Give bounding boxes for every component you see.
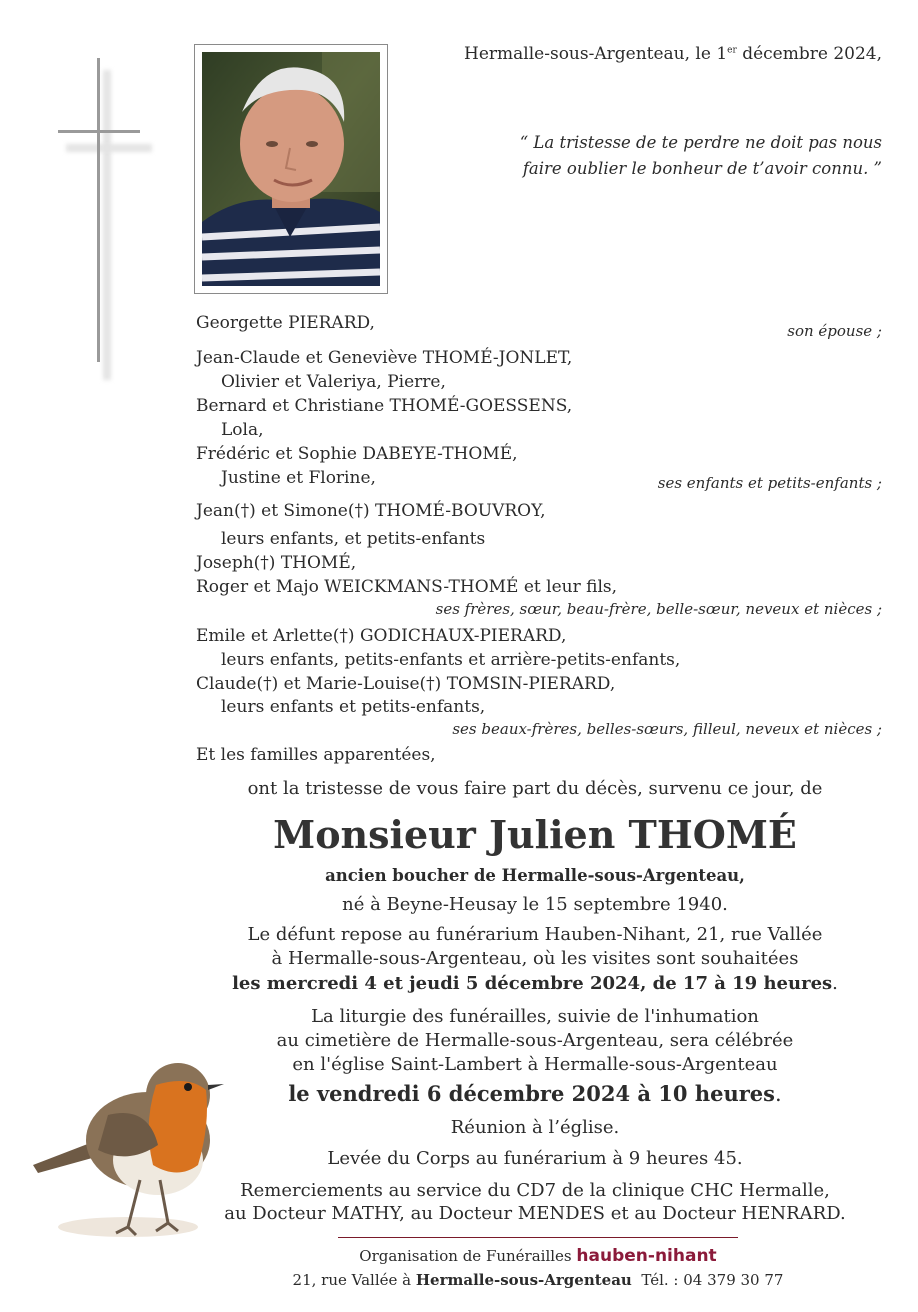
cross-icon-bar: [58, 130, 140, 133]
liturgy-line: La liturgie des funérailles, suivie de l'inhumation: [311, 1006, 759, 1027]
liturgy-line: au cimetière de Hermalle-sous-Argenteau, sera célébrée: [276, 1030, 794, 1051]
place-date-text: décembre 2024,: [736, 44, 882, 64]
quote-line: faire oublier le bonheur de t’avoir connu. ”: [522, 159, 882, 178]
relation-label: ses beaux-frères, belles-sœurs, filleul, neveux et nièces ;: [452, 720, 882, 738]
deceased-occupation: ancien boucher de Hermalle-sous-Argenteau,: [325, 866, 745, 885]
family-line: Roger et Majo WEICKMANS-THOMÉ et leur fils,: [196, 577, 618, 597]
footer-phone: Tél. : 04 379 30 77: [631, 1271, 784, 1289]
footer-address-town: Hermalle-sous-Argenteau: [415, 1271, 632, 1289]
family-line: Olivier et Valeriya, Pierre,: [221, 372, 446, 392]
cross-shadow: [66, 144, 152, 152]
family-line: Jean(†) et Simone(†) THOMÉ-BOUVROY,: [196, 501, 546, 521]
portrait-photo: [202, 52, 380, 286]
levee-line: Levée du Corps au funérarium à 9 heures 45.: [327, 1148, 743, 1169]
quote: [520, 130, 882, 182]
family-line: Frédéric et Sophie DABEYE-THOMÉ,: [196, 444, 518, 464]
meeting-line: Réunion à l’église.: [450, 1117, 620, 1138]
family-line: leurs enfants, petits-enfants et arrière-petits-enfants,: [221, 650, 681, 670]
ceremony-dot: .: [774, 1082, 782, 1106]
family-line: Bernard et Christiane THOMÉ-GOESSENS,: [196, 396, 573, 416]
relation-label: ses frères, sœur, beau-frère, belle-sœur, neveux et nièces ;: [435, 600, 882, 618]
family-line: Justine et Florine,: [221, 468, 376, 488]
family-line: Lola,: [221, 420, 264, 440]
repose-line: à Hermalle-sous-Argenteau, où les visites sont souhaitées: [271, 948, 799, 969]
footer-org-text: Organisation de Funérailles: [359, 1247, 572, 1265]
family-line: Claude(†) et Marie-Louise(†) TOMSIN-PIERARD,: [196, 674, 616, 694]
visits-line: [0, 973, 918, 994]
place-date: [464, 44, 882, 64]
announce-intro: ont la tristesse de vous faire part du décès, survenu ce jour, de: [247, 778, 823, 799]
family-line: leurs enfants, et petits-enfants: [221, 529, 486, 549]
place-date-text: Hermalle-sous-Argenteau, le 1: [464, 44, 728, 64]
family-line: Et les familles apparentées,: [196, 745, 436, 765]
brand-logo: hauben-nihant: [576, 1246, 717, 1266]
robin-bird-image: [28, 1055, 228, 1245]
thanks-line: Remerciements au service du CD7 de la clinique CHC Hermalle,: [240, 1180, 830, 1201]
birth-info: né à Beyne-Heusay le 15 septembre 1940.: [342, 894, 728, 915]
family-line: leurs enfants et petits-enfants,: [221, 697, 486, 717]
deceased-name: Monsieur Julien THOMÉ: [273, 812, 797, 857]
visits-dot: .: [832, 973, 838, 994]
cross-shadow: [103, 70, 111, 380]
ceremony-date: le vendredi 6 décembre 2024 à 10 heures: [288, 1081, 775, 1106]
thanks-line: au Docteur MATHY, au Docteur MENDES et au Docteur HENRARD.: [224, 1203, 846, 1224]
family-line: Joseph(†) THOMÉ,: [196, 553, 357, 573]
footer-organisation: [0, 1246, 918, 1266]
liturgy-line: en l'église Saint-Lambert à Hermalle-sous-Argenteau: [292, 1054, 778, 1075]
relation-label: son épouse ;: [787, 322, 882, 340]
family-line: Georgette PIERARD,: [196, 313, 375, 333]
footer-address-text: 21, rue Vallée à: [292, 1271, 416, 1289]
relation-label: ses enfants et petits-enfants ;: [657, 474, 882, 492]
footer-divider: [338, 1237, 738, 1238]
repose-line: Le défunt repose au funérarium Hauben-Nihant, 21, rue Vallée: [247, 924, 823, 945]
family-line: Jean-Claude et Geneviève THOMÉ-JONLET,: [196, 348, 573, 368]
place-date-sup: er: [727, 45, 737, 56]
family-line: Emile et Arlette(†) GODICHAUX-PIERARD,: [196, 626, 567, 646]
cross-icon: [97, 58, 100, 362]
visits-dates: les mercredi 4 et jeudi 5 décembre 2024, de 17 à 19 heures: [232, 973, 833, 994]
quote-line: “ La tristesse de te perdre ne doit pas nous: [519, 133, 882, 152]
footer-address: [0, 1271, 918, 1289]
